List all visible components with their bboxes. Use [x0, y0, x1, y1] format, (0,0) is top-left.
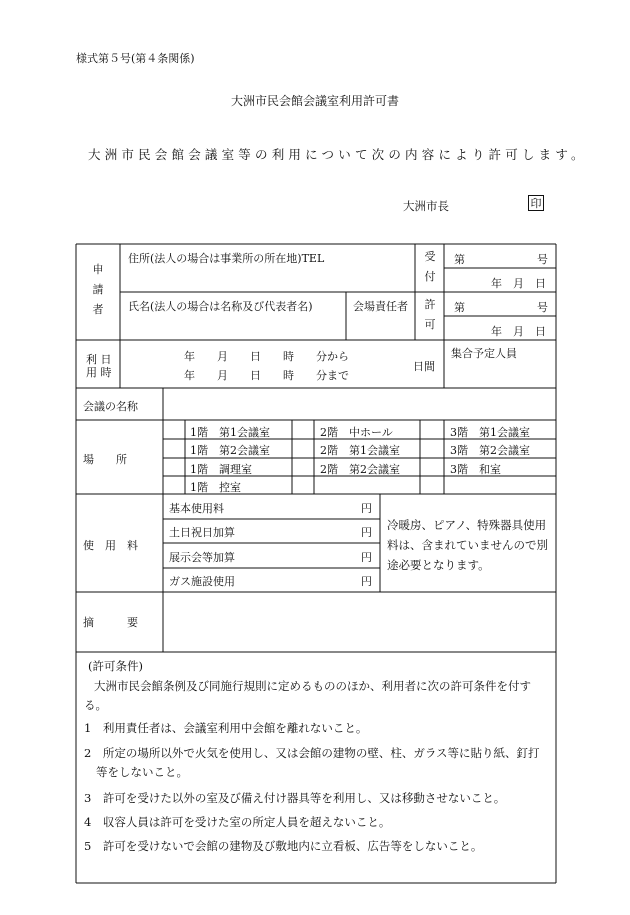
room-option: 2階 第2会議室: [320, 463, 400, 476]
reception-number-suffix: 号: [537, 253, 548, 266]
room-option: 1階 調理室: [190, 463, 252, 476]
name-label: 氏名(法人の場合は名称及び代表者名): [128, 300, 313, 313]
applicant-label: 申請者: [92, 263, 104, 316]
summary-label: 摘 要: [83, 616, 138, 629]
usage-time-to: 年 月 日 時 分まで: [184, 369, 349, 382]
venue-manager-label: 会場責任者: [353, 300, 408, 313]
intro-statement: 大洲市民会館会議室等の利用について次の内容により許可します。: [88, 147, 588, 162]
mayor-label: 大洲市長: [403, 199, 449, 213]
fee-item-unit: 円: [361, 575, 372, 588]
fee-item-name: ガス施設使用: [169, 575, 235, 588]
room-option: 2階 中ホール: [320, 426, 393, 439]
permission-date: 年 月 日: [491, 325, 546, 338]
room-option: 1階 控室: [190, 481, 241, 494]
conditions-heading: (許可条件): [88, 659, 143, 673]
seal-mark: 印: [528, 195, 544, 211]
attendees-label: 集合予定人員: [451, 347, 517, 360]
condition-item: 2 所定の場所以外で火気を使用し、又は会館の建物の壁、柱、ガラス等に貼り紙、釘打等をしないこと。: [84, 746, 540, 779]
room-option: 3階 和室: [450, 463, 501, 476]
room-option: 3階 第1会議室: [450, 426, 530, 439]
room-option: 1階 第1会議室: [190, 426, 270, 439]
reception-number-prefix: 第: [454, 253, 465, 266]
condition-item: 5 許可を受けないで会館の建物及び敷地内に立看板、広告等をしないこと。: [84, 839, 483, 853]
condition-item: 1 利用責任者は、会議室利用中会館を離れないこと。: [84, 721, 368, 735]
reception-date: 年 月 日: [491, 277, 546, 290]
location-label: 場 所: [83, 453, 127, 466]
usage-days-label: 日間: [413, 360, 435, 373]
conditions-intro: 大洲市民会館条例及び同施行規則に定めるもののほか、利用者に次の許可条件を付する。: [84, 679, 531, 712]
form-number: 様式第５号(第４条関係): [76, 52, 195, 65]
meeting-name-label: 会議の名称: [83, 400, 138, 413]
fee-item-unit: 円: [361, 526, 372, 539]
usage-time-label-top: 利 日: [86, 353, 112, 366]
usage-time-from: 年 月 日 時 分から: [184, 350, 349, 363]
fee-item-name: 展示会等加算: [169, 551, 235, 564]
room-option: 1階 第2会議室: [190, 444, 270, 457]
permission-number-suffix: 号: [537, 301, 548, 314]
condition-item: 4 収容人員は許可を受けた室の所定人員を超えないこと。: [84, 815, 391, 829]
fee-item-unit: 円: [361, 551, 372, 564]
room-option: 3階 第2会議室: [450, 444, 530, 457]
fee-item-name: 基本使用料: [169, 502, 224, 515]
condition-item: 3 許可を受けた以外の室及び備え付け器具等を利用し、又は移動させないこと。: [84, 791, 506, 805]
reception-label: 受付: [424, 250, 436, 283]
permission-label: 許可: [424, 298, 436, 331]
fees-label: 使 用 料: [83, 539, 138, 552]
fees-note: 冷暖房、ピアノ、特殊器具使用料は、含まれていませんので別途必要となります。: [387, 518, 548, 572]
document-title: 大洲市民会館会議室利用許可書: [230, 94, 399, 108]
fee-item-name: 土日祝日加算: [169, 526, 235, 539]
permission-number-prefix: 第: [454, 301, 465, 314]
usage-time-label-bottom: 用 時: [86, 366, 112, 379]
address-label: 住所(法人の場合は事業所の所在地)TEL: [128, 252, 325, 265]
room-option: 2階 第1会議室: [320, 444, 400, 457]
fee-item-unit: 円: [361, 502, 372, 515]
